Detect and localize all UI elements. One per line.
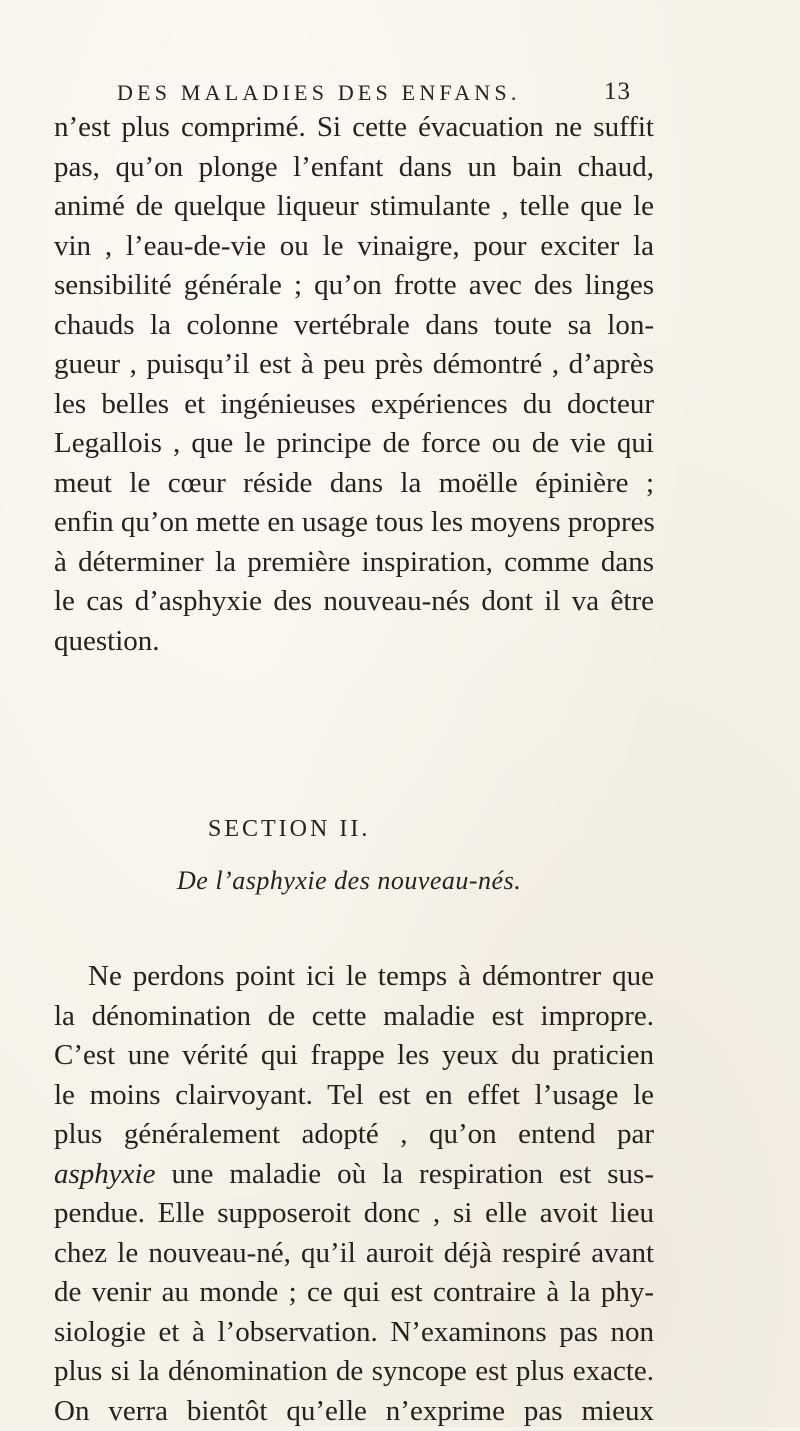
text-line: à déterminer la première inspiration, comme dans [54,543,654,583]
text-line: sensibilité générale ; qu’on frotte avec des linges [54,266,654,306]
text-line: la dénomination de cette maladie est impropre. [54,997,654,1037]
section-heading: SECTION II. [208,816,370,843]
section-subtitle: De l’asphyxie des nouveau-nés. [177,866,521,896]
text-line-rest: une maladie où la respiration est sus- [171,1158,654,1190]
text-line: plus généralement adopté , qu’on entend par [54,1115,654,1155]
text-line: enfin qu’on mette en usage tous les moyens propres [54,503,654,543]
text-line: animé de quelque liqueur stimulante , telle que le [54,187,654,227]
text-line: le moins clairvoyant. Tel est en effet l’usage le [54,1076,654,1116]
text-line: chauds la colonne vertébrale dans toute sa lon- [54,306,654,346]
running-title: DES MALADIES DES ENFANS. [117,80,657,106]
text-line: vin , l’eau-de-vie ou le vinaigre, pour exciter la [54,227,654,267]
text-line: de venir au monde ; ce qui est contraire à la phy- [54,1273,654,1313]
text-line: C’est une vérité qui frappe les yeux du praticien [54,1036,654,1076]
text-line: siologie et à l’observation. N’examinons pas non [54,1313,654,1353]
text-line-with-term [54,1155,654,1195]
text-line: chez le nouveau-né, qu’il auroit déjà respiré avant [54,1234,654,1274]
text-line: plus si la dénomination de syncope est plus exacte. [54,1352,654,1392]
paragraph-continued [54,108,654,661]
text-line: meut le cœur réside dans la moëlle épinière ; [54,464,654,504]
text-line: n’est plus comprimé. Si cette évacuation ne suffit [54,108,654,148]
page-number: 13 [604,78,631,106]
paragraph-section [54,957,654,1431]
text-line: les belles et ingénieuses expériences du docteur [54,385,654,425]
text-line: le cas d’asphyxie des nouveau-nés dont il va être [54,582,654,622]
text-line: Legallois , que le principe de force ou de vie qui [54,424,654,464]
text-line: gueur , puisqu’il est à peu près démontré , d’après [54,345,654,385]
text-line: pendue. Elle supposeroit donc , si elle avoit lieu [54,1194,654,1234]
italic-term: asphyxie [54,1158,155,1190]
text-line: pas, qu’on plonge l’enfant dans un bain chaud, [54,148,654,188]
text-line: Ne perdons point ici le temps à démontrer que [54,957,654,997]
text-line: On verra bientôt qu’elle n’exprime pas mieux [54,1392,654,1431]
text-line: question. [54,622,654,662]
